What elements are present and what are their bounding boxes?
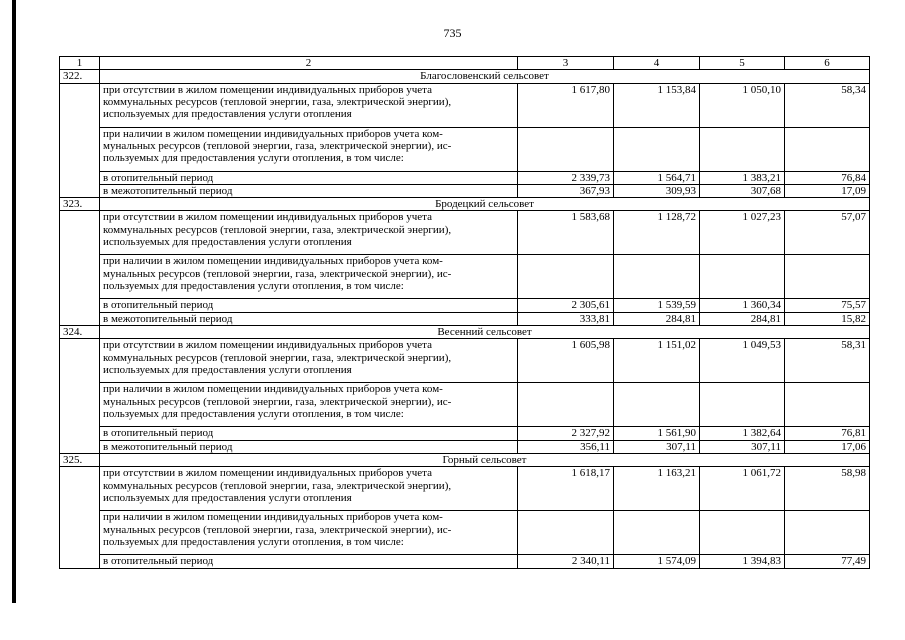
description-line: пользуемых для предоставления услуги отопления, в том числе: (103, 152, 404, 165)
value-c3 (518, 127, 614, 171)
description-cell (100, 467, 518, 511)
value-c6: 57,07 (785, 211, 870, 255)
section-name: Бродецкий сельсовет (100, 198, 870, 211)
value-c6: 15,82 (785, 312, 870, 325)
section-name: Благословенский сельсовет (100, 70, 870, 83)
row-number-cell (60, 184, 100, 197)
value-c4 (614, 511, 700, 555)
value-c5: 1 382,64 (700, 427, 785, 440)
value-c6: 58,34 (785, 83, 870, 127)
table-row (60, 339, 870, 383)
row-number-cell (60, 440, 100, 453)
table-row (60, 440, 870, 453)
description-cell (100, 312, 518, 325)
description-cell (100, 339, 518, 383)
value-c4: 307,11 (614, 440, 700, 453)
table-row (60, 467, 870, 511)
row-number-cell (60, 83, 100, 127)
value-c3: 333,81 (518, 312, 614, 325)
header-cell: 3 (518, 57, 614, 70)
value-c5 (700, 383, 785, 427)
table-row (60, 383, 870, 427)
description-line: пользуемых для предоставления услуги отопления, в том числе: (103, 535, 404, 548)
description-line: используемых для предоставления услуги отопления (103, 108, 352, 121)
value-c5: 1 360,34 (700, 299, 785, 312)
binding-bar (12, 0, 16, 603)
value-c4: 284,81 (614, 312, 700, 325)
description-line: коммунальных ресурсов (тепловой энергии, газа, электрической энергии), (103, 223, 452, 236)
description-line: используемых для предоставления услуги отопления (103, 236, 352, 249)
value-c4: 1 128,72 (614, 211, 700, 255)
description-line: в отопительный период (103, 299, 214, 312)
header-row (60, 57, 870, 70)
description-line: пользуемых для предоставления услуги отопления, в том числе: (103, 407, 404, 420)
value-c3: 2 340,11 (518, 555, 614, 568)
description-cell (100, 211, 518, 255)
row-number-cell (60, 211, 100, 255)
description-cell (100, 255, 518, 299)
value-c5: 1 394,83 (700, 555, 785, 568)
value-c4: 1 539,59 (614, 299, 700, 312)
table-row (60, 211, 870, 255)
value-c3: 2 305,61 (518, 299, 614, 312)
value-c3: 1 583,68 (518, 211, 614, 255)
section-row (60, 198, 870, 211)
description-line: в межотопительный период (103, 312, 233, 325)
section-name: Весенний сельсовет (100, 326, 870, 339)
description-line: мунальных ресурсов (тепловой энергии, газа, электрической энергии), ис- (103, 523, 452, 536)
description-cell (100, 83, 518, 127)
value-c4: 309,93 (614, 184, 700, 197)
value-c4 (614, 255, 700, 299)
description-line: при отсутствии в жилом помещении индивидуальных приборов учета (103, 211, 432, 224)
table-row (60, 184, 870, 197)
row-number-cell (60, 127, 100, 171)
description-cell (100, 440, 518, 453)
row-number-cell (60, 427, 100, 440)
description-line: при отсутствии в жилом помещении индивидуальных приборов учета (103, 467, 432, 480)
value-c5: 1 050,10 (700, 83, 785, 127)
value-c4: 1 151,02 (614, 339, 700, 383)
description-cell (100, 299, 518, 312)
value-c6 (785, 383, 870, 427)
value-c6: 17,09 (785, 184, 870, 197)
description-line: в отопительный период (103, 427, 214, 440)
table-row (60, 299, 870, 312)
section-row (60, 453, 870, 466)
value-c5: 307,68 (700, 184, 785, 197)
table-row (60, 511, 870, 555)
value-c3: 1 605,98 (518, 339, 614, 383)
header-cell: 2 (100, 57, 518, 70)
value-c3: 2 327,92 (518, 427, 614, 440)
table-row (60, 83, 870, 127)
value-c4: 1 163,21 (614, 467, 700, 511)
description-line: коммунальных ресурсов (тепловой энергии, газа, электрической энергии), (103, 351, 452, 364)
value-c4: 1 561,90 (614, 427, 700, 440)
value-c6: 58,98 (785, 467, 870, 511)
value-c5 (700, 511, 785, 555)
value-c3: 356,11 (518, 440, 614, 453)
description-cell (100, 171, 518, 184)
section-number: 323. (60, 198, 100, 211)
section-number: 322. (60, 70, 100, 83)
value-c5: 307,11 (700, 440, 785, 453)
row-number-cell (60, 467, 100, 511)
tariff-table (59, 56, 870, 569)
description-line: при наличии в жилом помещении индивидуальных приборов учета ком- (103, 511, 443, 524)
description-cell (100, 427, 518, 440)
value-c5 (700, 255, 785, 299)
description-line: пользуемых для предоставления услуги отопления, в том числе: (103, 280, 404, 293)
description-line: при наличии в жилом помещении индивидуальных приборов учета ком- (103, 255, 443, 268)
description-line: в межотопительный период (103, 440, 233, 453)
value-c6: 75,57 (785, 299, 870, 312)
description-cell (100, 184, 518, 197)
value-c5: 284,81 (700, 312, 785, 325)
description-cell (100, 127, 518, 171)
row-number-cell (60, 171, 100, 184)
header-cell: 6 (785, 57, 870, 70)
row-number-cell (60, 255, 100, 299)
value-c6 (785, 127, 870, 171)
table-row (60, 427, 870, 440)
value-c4: 1 574,09 (614, 555, 700, 568)
row-number-cell (60, 511, 100, 555)
value-c3: 367,93 (518, 184, 614, 197)
table-row (60, 127, 870, 171)
row-number-cell (60, 299, 100, 312)
description-line: мунальных ресурсов (тепловой энергии, газа, электрической энергии), ис- (103, 139, 452, 152)
value-c6 (785, 255, 870, 299)
value-c4 (614, 383, 700, 427)
value-c6: 76,84 (785, 171, 870, 184)
description-cell (100, 511, 518, 555)
description-cell (100, 383, 518, 427)
header-cell: 4 (614, 57, 700, 70)
section-row (60, 326, 870, 339)
value-c6: 77,49 (785, 555, 870, 568)
value-c3 (518, 255, 614, 299)
description-line: в отопительный период (103, 171, 214, 184)
value-c6: 58,31 (785, 339, 870, 383)
value-c6: 76,81 (785, 427, 870, 440)
value-c5: 1 383,21 (700, 171, 785, 184)
value-c4: 1 564,71 (614, 171, 700, 184)
table-row (60, 312, 870, 325)
description-line: мунальных ресурсов (тепловой энергии, газа, электрической энергии), ис- (103, 395, 452, 408)
value-c4: 1 153,84 (614, 83, 700, 127)
header-cell: 5 (700, 57, 785, 70)
table-row (60, 171, 870, 184)
row-number-cell (60, 555, 100, 568)
description-line: используемых для предоставления услуги отопления (103, 363, 352, 376)
value-c6: 17,06 (785, 440, 870, 453)
description-line: используемых для предоставления услуги отопления (103, 491, 352, 504)
description-line: коммунальных ресурсов (тепловой энергии, газа, электрической энергии), (103, 95, 452, 108)
description-line: при отсутствии в жилом помещении индивидуальных приборов учета (103, 83, 432, 96)
value-c3: 1 618,17 (518, 467, 614, 511)
table-row (60, 255, 870, 299)
page-number: 735 (443, 26, 462, 40)
value-c5 (700, 127, 785, 171)
description-line: коммунальных ресурсов (тепловой энергии, газа, электрической энергии), (103, 479, 452, 492)
description-line: при наличии в жилом помещении индивидуальных приборов учета ком- (103, 383, 443, 396)
value-c3: 1 617,80 (518, 83, 614, 127)
value-c5: 1 061,72 (700, 467, 785, 511)
description-line: при наличии в жилом помещении индивидуальных приборов учета ком- (103, 127, 443, 140)
table-row (60, 555, 870, 568)
value-c3 (518, 511, 614, 555)
row-number-cell (60, 312, 100, 325)
value-c6 (785, 511, 870, 555)
value-c5: 1 049,53 (700, 339, 785, 383)
section-number: 324. (60, 326, 100, 339)
description-line: в отопительный период (103, 555, 214, 568)
description-cell (100, 555, 518, 568)
row-number-cell (60, 383, 100, 427)
value-c3: 2 339,73 (518, 171, 614, 184)
description-line: при отсутствии в жилом помещении индивидуальных приборов учета (103, 339, 432, 352)
value-c5: 1 027,23 (700, 211, 785, 255)
section-name: Горный сельсовет (100, 453, 870, 466)
section-row (60, 70, 870, 83)
section-number: 325. (60, 453, 100, 466)
row-number-cell (60, 339, 100, 383)
value-c3 (518, 383, 614, 427)
header-cell: 1 (60, 57, 100, 70)
description-line: мунальных ресурсов (тепловой энергии, газа, электрической энергии), ис- (103, 267, 452, 280)
value-c4 (614, 127, 700, 171)
description-line: в межотопительный период (103, 184, 233, 197)
